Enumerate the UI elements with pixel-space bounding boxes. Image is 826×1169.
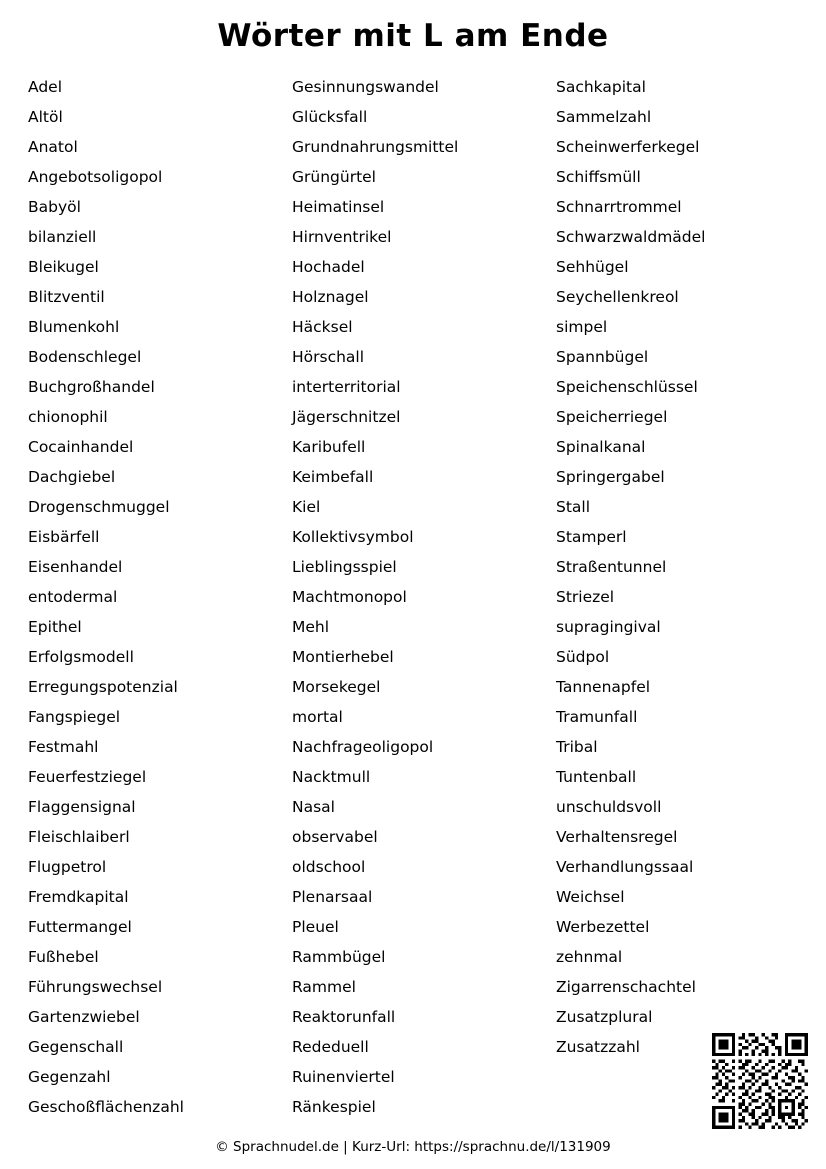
word-item: Eisbärfell [28, 528, 100, 546]
word-item: Gesinnungswandel [292, 78, 439, 96]
word-item: Pleuel [292, 918, 339, 936]
word-item: Morsekegel [292, 678, 381, 696]
word-item: Springergabel [556, 468, 665, 486]
word-item: Geschoßflächenzahl [28, 1098, 184, 1116]
word-item: Grundnahrungsmittel [292, 138, 459, 156]
word-item: Karibufell [292, 438, 366, 456]
word-item: Scheinwerferkegel [556, 138, 700, 156]
word-item: Angebotsoligopol [28, 168, 163, 186]
word-item: mortal [292, 708, 343, 726]
word-item: interterritorial [292, 378, 401, 396]
word-item: Fremdkapital [28, 888, 129, 906]
word-item: Futtermangel [28, 918, 132, 936]
word-item: Rammbügel [292, 948, 386, 966]
word-item: Kiel [292, 498, 321, 516]
word-item: Holznagel [292, 288, 369, 306]
word-item: Schnarrtrommel [556, 198, 682, 216]
word-item: Verhaltensregel [556, 828, 678, 846]
word-item: Zusatzzahl [556, 1038, 640, 1056]
word-item: Feuerfestziegel [28, 768, 147, 786]
word-item: Fleischlaiberl [28, 828, 130, 846]
word-item: Fangspiegel [28, 708, 121, 726]
word-item: Speichenschlüssel [556, 378, 698, 396]
word-item: Nachfrageoligopol [292, 738, 434, 756]
word-column-3 [536, 72, 800, 1062]
word-item: Nasal [292, 798, 335, 816]
word-item: Montierhebel [292, 648, 394, 666]
word-item: Seychellenkreol [556, 288, 679, 306]
word-item: Zigarrenschachtel [556, 978, 696, 996]
word-item: Tuntenball [556, 768, 637, 786]
word-item: Machtmonopol [292, 588, 407, 606]
word-item: Flaggensignal [28, 798, 136, 816]
word-item: Festmahl [28, 738, 99, 756]
word-item: zehnmal [556, 948, 623, 966]
word-item: Südpol [556, 648, 610, 666]
word-item: Führungswechsel [28, 978, 163, 996]
word-item: Tribal [556, 738, 598, 756]
word-item: Zusatzplural [556, 1008, 653, 1026]
word-item: Werbezettel [556, 918, 650, 936]
word-item: Blumenkohl [28, 318, 120, 336]
word-item: Mehl [292, 618, 330, 636]
word-item: Jägerschnitzel [292, 408, 401, 426]
word-item: Fußhebel [28, 948, 99, 966]
word-item: Plenarsaal [292, 888, 373, 906]
word-item: Hörschall [292, 348, 365, 366]
word-item: Rededuell [292, 1038, 369, 1056]
word-item: Schwarzwaldmädel [556, 228, 706, 246]
word-item: Kollektivsymbol [292, 528, 414, 546]
word-item: Heimatinsel [292, 198, 385, 216]
word-item: Cocainhandel [28, 438, 134, 456]
word-item: Ruinenviertel [292, 1068, 395, 1086]
word-item: Tannenapfel [556, 678, 651, 696]
word-item: supragingival [556, 618, 661, 636]
page-title: Wörter mit L am Ende [217, 18, 609, 54]
word-item: Gegenschall [28, 1038, 124, 1056]
word-item: Babyöl [28, 198, 81, 216]
word-column-1 [26, 72, 272, 1122]
word-item: Stall [556, 498, 591, 516]
word-item: Lieblingsspiel [292, 558, 397, 576]
word-item: Gegenzahl [28, 1068, 111, 1086]
word-item: Bodenschlegel [28, 348, 142, 366]
qr-code-icon [712, 1033, 808, 1129]
word-item: Blitzventil [28, 288, 105, 306]
word-item: observabel [292, 828, 378, 846]
word-item: Erfolgsmodell [28, 648, 134, 666]
word-item: Flugpetrol [28, 858, 107, 876]
word-item: Sehhügel [556, 258, 629, 276]
word-item: Spannbügel [556, 348, 649, 366]
word-item: chionophil [28, 408, 108, 426]
word-item: Schiffsmüll [556, 168, 641, 186]
word-item: Glücksfall [292, 108, 368, 126]
word-item: Hochadel [292, 258, 365, 276]
word-item: Dachgiebel [28, 468, 116, 486]
word-item: Hirnventrikel [292, 228, 392, 246]
word-item: Nacktmull [292, 768, 371, 786]
word-item: Striezel [556, 588, 615, 606]
word-item: Grüngürtel [292, 168, 376, 186]
word-item: Verhandlungssaal [556, 858, 694, 876]
word-item: simpel [556, 318, 608, 336]
word-item: Erregungspotenzial [28, 678, 178, 696]
word-item: Sachkapital [556, 78, 646, 96]
word-item: Adel [28, 78, 63, 96]
word-item: Rammel [292, 978, 356, 996]
word-item: Epithel [28, 618, 82, 636]
word-item: Spinalkanal [556, 438, 646, 456]
word-column-2 [272, 72, 536, 1122]
word-item: Speicherriegel [556, 408, 668, 426]
word-item: Altöl [28, 108, 63, 126]
word-item: Reaktorunfall [292, 1008, 396, 1026]
word-columns [24, 72, 802, 1122]
word-item: Ränkespiel [292, 1098, 376, 1116]
word-item: Straßentunnel [556, 558, 667, 576]
word-item: Sammelzahl [556, 108, 652, 126]
word-item: Stamperl [556, 528, 627, 546]
word-item: Eisenhandel [28, 558, 123, 576]
word-item: entodermal [28, 588, 118, 606]
word-item: Weichsel [556, 888, 625, 906]
word-item: Keimbefall [292, 468, 374, 486]
word-item: oldschool [292, 858, 366, 876]
word-item: Gartenzwiebel [28, 1008, 140, 1026]
word-item: Buchgroßhandel [28, 378, 155, 396]
word-item: Drogenschmuggel [28, 498, 170, 516]
word-item: Häcksel [292, 318, 353, 336]
word-item: Tramunfall [556, 708, 638, 726]
footer-credit: © Sprachnudel.de | Kurz-Url: https://sprachnu.de/l/131909 [215, 1139, 611, 1155]
word-item: Anatol [28, 138, 78, 156]
word-item: bilanziell [28, 228, 97, 246]
word-item: Bleikugel [28, 258, 99, 276]
word-item: unschuldsvoll [556, 798, 662, 816]
